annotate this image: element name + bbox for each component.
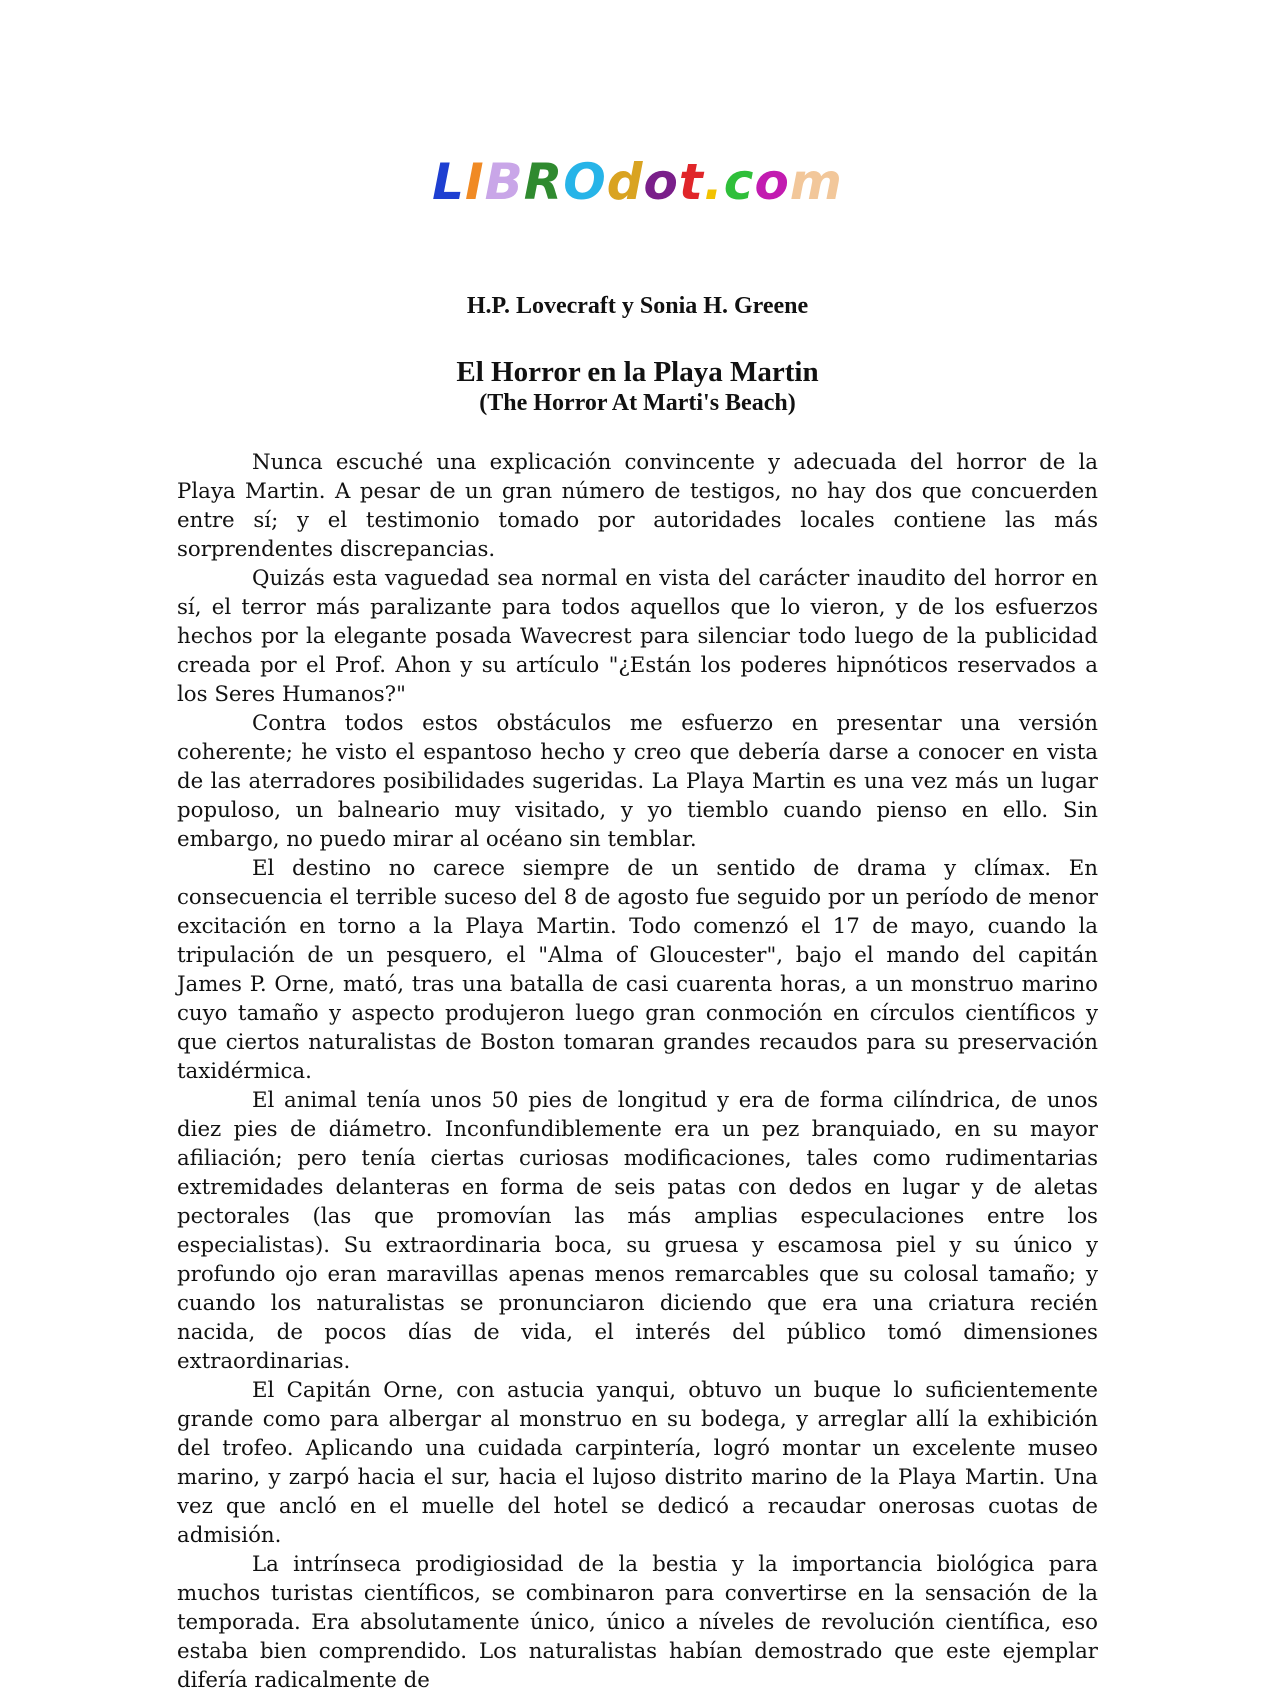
paragraph: Contra todos estos obstáculos me esfuerzo en presentar una versión coherente; he visto el espantoso hecho y creo que debería darse a conocer en vista de las aterradores posibilidades sugeridas. La Playa Martin es una vez más un lugar populoso, un balneario muy visitado, y yo tiemblo cuando pienso en ello. Sin embargo, no puedo mirar al océano sin temblar. bbox=[177, 711, 1098, 852]
logo-letter: B bbox=[484, 153, 524, 211]
paragraph: El destino no carece siempre de un sentido de drama y clímax. En consecuencia el terrible suceso del 8 de agosto fue seguido por un período de menor excitación en torno a la Playa Martin. Todo comenzó el 17 de mayo, cuando la tripulación de un pesquero, el "Alma of Gloucester", bajo el mando del capitán James P. Orne, mató, tras una batalla de casi cuarenta horas, a un monstruo marino cuyo tamaño y aspecto produjeron luego gran conmoción en círculos científicos y que ciertos naturalistas de Boston tomaran grandes recaudos para su preservación taxidérmica. bbox=[177, 856, 1098, 1084]
logo-letter: . bbox=[703, 153, 724, 211]
author-line: H.P. Lovecraft y Sonia H. Greene bbox=[466, 293, 809, 319]
librodot-logo bbox=[0, 152, 1275, 212]
logo-letter: L bbox=[432, 153, 465, 211]
logo-letter: t bbox=[678, 153, 704, 211]
logo-letter: d bbox=[606, 153, 644, 211]
body-text bbox=[177, 448, 1098, 1693]
paragraph: Quizás esta vaguedad sea normal en vista del carácter inaudito del horror en sí, el terror más paralizante para todos aquellos que lo vieron, y de los esfuerzos hechos por la elegante posada Wavecrest para silenciar todo luego de la publicidad creada por el Prof. Ahon y su artículo "¿Están los poderes hipnóticos reservados a los Seres Humanos?" bbox=[177, 566, 1098, 707]
paragraph: El Capitán Orne, con astucia yanqui, obtuvo un buque lo suficientemente grande como para albergar al monstruo en su bodega, y arreglar allí la exhibición del trofeo. Aplicando una cuidada carpintería, logró montar un excelente museo marino, y zarpó hacia el sur, hacia el lujoso distrito marino de la Playa Martin. Una vez que ancló en el muelle del hotel se dedicó a recaudar onerosas cuotas de admisión. bbox=[177, 1378, 1098, 1548]
paragraph: Nunca escuché una explicación convincente y adecuada del horror de la Playa Martin. A pesar de un gran número de testigos, no hay dos que concuerden entre sí; y el testimonio tomado por autoridades locales contiene las más sorprendentes discrepancias. bbox=[177, 450, 1098, 562]
logo-letter: O bbox=[563, 153, 607, 211]
logo-letter: R bbox=[523, 153, 564, 211]
page-title: El Horror en la Playa Martin bbox=[456, 356, 819, 388]
page-subtitle: (The Horror At Marti's Beach) bbox=[479, 390, 796, 416]
paragraph: La intrínseca prodigiosidad de la bestia y la importancia biológica para muchos turistas científicos, se combinaron para convertirse en la sensación de la temporada. Era absolutamente único, único a níveles de revolución científica, eso estaba bien comprendido. Los naturalistas habían demostrado que este ejemplar difería radicalmente de bbox=[177, 1552, 1098, 1693]
logo-letter: m bbox=[789, 153, 843, 211]
logo-letter: o bbox=[754, 153, 790, 211]
logo-letter: c bbox=[723, 153, 755, 211]
paragraph: El animal tenía unos 50 pies de longitud y era de forma cilíndrica, de unos diez pies de diámetro. Inconfundiblemente era un pez branquiado, en su mayor afiliación; pero tenía ciertas curiosas modificaciones, tales como rudimentarias extremidades delanteras en forma de seis patas con dedos en lugar y de aletas pectorales (las que promovían las más amplias especulaciones entre los especialistas). Su extraordinaria boca, su gruesa y escamosa piel y su único y profundo ojo eran maravillas apenas menos remarcables que su colosal tamaño; y cuando los naturalistas se pronunciaron diciendo que era una criatura recién nacida, de pocos días de vida, el interés del público tomó dimensiones extraordinarias. bbox=[177, 1088, 1098, 1374]
logo-letter: I bbox=[464, 153, 485, 211]
logo-letter: o bbox=[643, 153, 679, 211]
